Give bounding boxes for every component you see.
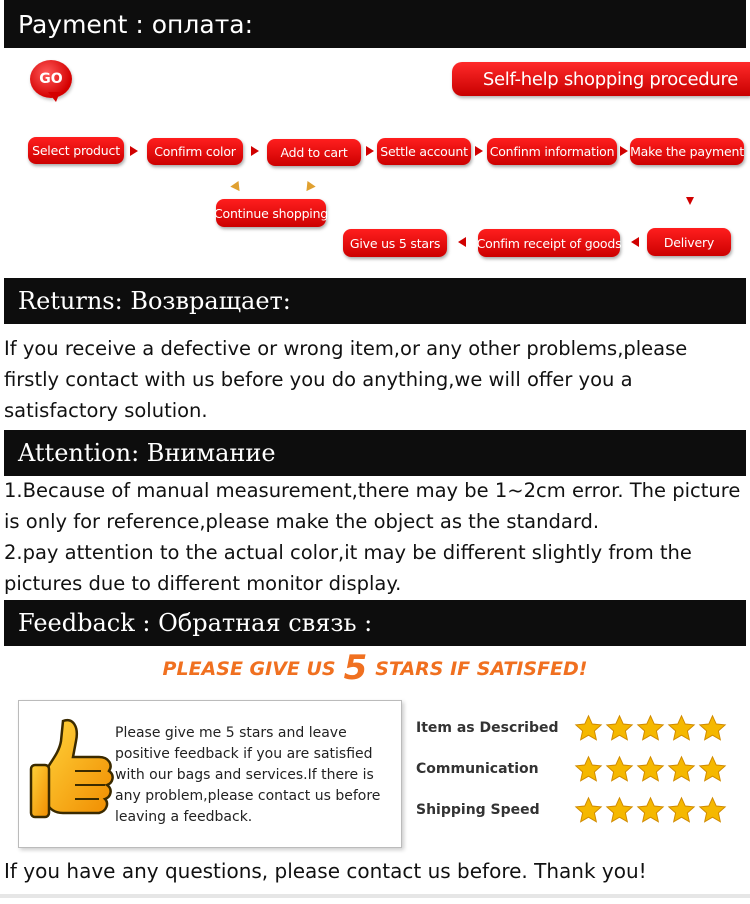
arrow-right-icon xyxy=(130,146,138,156)
arrow-down-left-icon xyxy=(230,181,243,194)
returns-text: If you receive a defective or wrong item,or any other problems,please firstly contact with us before you do anything,we will offer you a satisfactory solution. xyxy=(4,337,688,422)
star-icon xyxy=(605,755,634,784)
attention-line-2: 2.pay attention to the actual color,it may be different slightly from the pictures due to different monitor display. xyxy=(4,541,692,595)
payment-header xyxy=(4,0,746,48)
go-label: GO xyxy=(39,71,63,87)
star-rating xyxy=(574,755,727,784)
step-make-payment: Make the payment xyxy=(630,138,744,165)
star-icon xyxy=(574,755,603,784)
payment-header-text: Payment : оплата: xyxy=(18,9,254,39)
please-suffix: STARS IF SATISFED! xyxy=(375,658,588,680)
star-icon xyxy=(574,796,603,825)
star-rating xyxy=(574,714,727,743)
star-icon xyxy=(574,714,603,743)
step-delivery: Delivery xyxy=(647,228,731,256)
attention-header-text: Attention: Внимание xyxy=(18,439,276,467)
rating-label: Item as Described xyxy=(416,720,559,736)
arrow-left-icon xyxy=(631,237,639,247)
feedback-header-text: Feedback : Обратная связь : xyxy=(18,609,373,637)
arrow-right-icon xyxy=(366,146,374,156)
please-prefix: PLEASE GIVE US xyxy=(162,658,336,680)
star-icon xyxy=(667,796,696,825)
go-bubble-tail xyxy=(48,92,60,102)
step-continue-shopping: Continue shopping xyxy=(216,199,326,227)
arrow-down-right-icon xyxy=(302,181,315,194)
star-icon xyxy=(698,796,727,825)
rating-label: Shipping Speed xyxy=(416,802,540,818)
star-icon xyxy=(636,714,665,743)
please-number: 5 xyxy=(343,648,368,688)
step-confirm-color: Confirm color xyxy=(147,138,243,165)
rating-row-item-described xyxy=(416,713,736,743)
feedback-header xyxy=(4,600,746,646)
rating-row-shipping-speed xyxy=(416,795,736,825)
step-give-stars: Give us 5 stars xyxy=(343,229,447,257)
star-icon xyxy=(605,796,634,825)
arrow-right-icon xyxy=(475,146,483,156)
star-icon xyxy=(698,714,727,743)
arrow-right-icon xyxy=(620,146,628,156)
star-icon xyxy=(698,755,727,784)
attention-text xyxy=(4,475,746,599)
step-confirm-receipt: Confim receipt of goods xyxy=(478,229,620,257)
final-thank-you-text: If you have any questions, please contact us before. Thank you! xyxy=(4,859,647,883)
star-icon xyxy=(667,755,696,784)
star-icon xyxy=(636,796,665,825)
arrow-down-icon xyxy=(686,197,694,205)
step-confirm-information: Confinm information xyxy=(487,138,617,165)
star-icon xyxy=(605,714,634,743)
arrow-left-icon xyxy=(458,237,466,247)
step-add-to-cart: Add to cart xyxy=(267,139,361,166)
procedure-title xyxy=(452,62,750,96)
star-rating xyxy=(574,796,727,825)
please-give-stars-banner xyxy=(0,648,750,688)
returns-header-text: Returns: Возвращает: xyxy=(18,287,291,315)
star-icon xyxy=(636,755,665,784)
step-settle-account: Settle account xyxy=(377,138,471,165)
returns-header xyxy=(4,278,746,324)
feedback-message-box xyxy=(18,700,402,848)
rating-row-communication xyxy=(416,754,736,784)
attention-header xyxy=(4,430,746,476)
attention-line-1: 1.Because of manual measurement,there may be 1~2cm error. The picture is only for reference,please make the object as the standard. xyxy=(4,479,741,533)
bottom-divider xyxy=(0,894,750,898)
step-select-product: Select product xyxy=(28,137,124,164)
arrow-right-icon xyxy=(251,146,259,156)
thumbs-up-icon xyxy=(29,713,119,833)
procedure-title-text: Self-help shopping procedure xyxy=(482,68,738,90)
feedback-message: Please give me 5 stars and leave positive feedback if you are satisfied with our bags and services.If there is any problem,please contact us before leaving a feedback. xyxy=(115,725,381,825)
rating-label: Communication xyxy=(416,761,539,777)
star-icon xyxy=(667,714,696,743)
